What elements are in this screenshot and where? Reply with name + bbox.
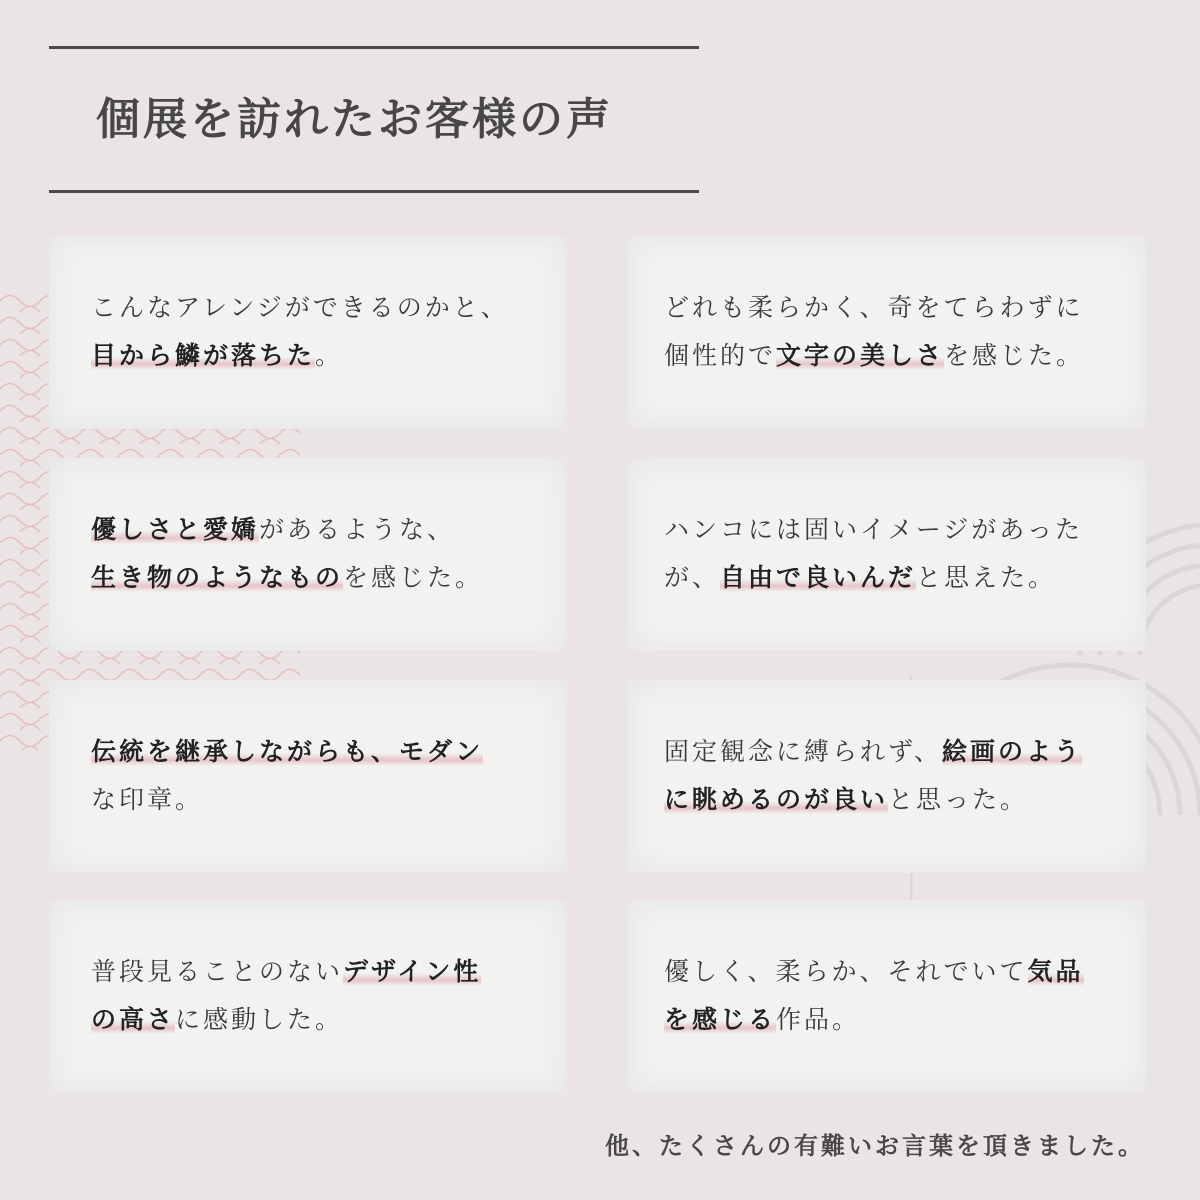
text-segment: が、 — [664, 563, 721, 592]
testimonial-card — [49, 680, 567, 873]
text-segment: があるような、 — [259, 515, 456, 544]
testimonial-line — [91, 948, 557, 996]
testimonial-card — [628, 900, 1146, 1093]
text-segment: ハンコには固いイメージがあった — [664, 515, 1084, 544]
text-segment: 普段見ることのない — [91, 957, 344, 986]
text-segment: 優しく、柔らか、それでいて — [664, 957, 1028, 986]
footer-note: 他、たくさんの有難いお言葉を頂きました。 — [605, 1131, 1145, 1160]
highlighted-phrase: デザイン性 — [343, 957, 482, 986]
text-segment: 。 — [315, 341, 344, 370]
testimonial-card — [628, 236, 1146, 429]
highlighted-phrase: 気品 — [1027, 957, 1084, 986]
testimonial-line — [91, 776, 557, 824]
testimonial-line — [664, 506, 1136, 554]
testimonial-text — [91, 948, 557, 1044]
testimonial-text — [664, 284, 1136, 380]
testimonial-card — [49, 900, 567, 1093]
text-segment: 固定観念に縛られず、 — [664, 737, 943, 766]
testimonial-card — [628, 458, 1146, 651]
testimonial-line — [91, 728, 557, 776]
testimonial-text — [91, 728, 557, 824]
testimonial-text — [91, 506, 557, 602]
testimonial-line — [664, 554, 1136, 602]
testimonial-line — [664, 776, 1136, 824]
highlighted-phrase: の高さ — [91, 1005, 176, 1034]
highlighted-phrase: に眺めるのが良い — [664, 785, 889, 814]
testimonial-text — [664, 948, 1136, 1044]
highlighted-phrase: 目から鱗が落ちた — [91, 341, 316, 370]
highlighted-phrase: を感じる — [664, 1005, 777, 1034]
page-title: 個展を訪れたお客様の声 — [96, 94, 613, 145]
text-segment: 個性的で — [664, 341, 777, 370]
testimonial-line — [664, 996, 1136, 1044]
testimonial-card — [628, 680, 1146, 873]
text-segment: どれも柔らかく、奇をてらわずに — [664, 293, 1084, 322]
testimonial-card — [49, 458, 567, 651]
testimonial-line — [664, 332, 1136, 380]
testimonial-line — [91, 506, 557, 554]
text-segment: な印章。 — [91, 785, 204, 814]
testimonial-line — [91, 284, 557, 332]
text-segment: と思った。 — [888, 785, 1029, 814]
testimonial-card — [49, 236, 567, 429]
title-rule-top — [49, 46, 699, 49]
text-segment: と思えた。 — [916, 563, 1057, 592]
highlighted-phrase: 生き物のようなもの — [91, 563, 344, 592]
title-rule-bottom — [49, 190, 699, 193]
highlighted-phrase: 優しさと愛嬌 — [91, 515, 260, 544]
testimonial-text — [664, 728, 1136, 824]
testimonial-line — [664, 284, 1136, 332]
testimonial-line — [664, 948, 1136, 996]
text-segment: を感じた。 — [944, 341, 1085, 370]
testimonial-line — [91, 554, 557, 602]
text-segment: 作品。 — [776, 1005, 861, 1034]
text-segment: に感動した。 — [175, 1005, 344, 1034]
highlighted-phrase: 自由で良いんだ — [720, 563, 917, 592]
testimonial-text — [91, 284, 557, 380]
highlighted-phrase: 文字の美しさ — [776, 341, 945, 370]
text-segment: を感じた。 — [343, 563, 484, 592]
testimonial-line — [91, 996, 557, 1044]
testimonial-line — [91, 332, 557, 380]
highlighted-phrase: 伝統を継承しながらも、モダン — [91, 737, 484, 766]
text-segment: こんなアレンジができるのかと、 — [91, 293, 509, 322]
testimonial-text — [664, 506, 1136, 602]
testimonial-line — [664, 728, 1136, 776]
highlighted-phrase: 絵画のよう — [942, 737, 1083, 766]
